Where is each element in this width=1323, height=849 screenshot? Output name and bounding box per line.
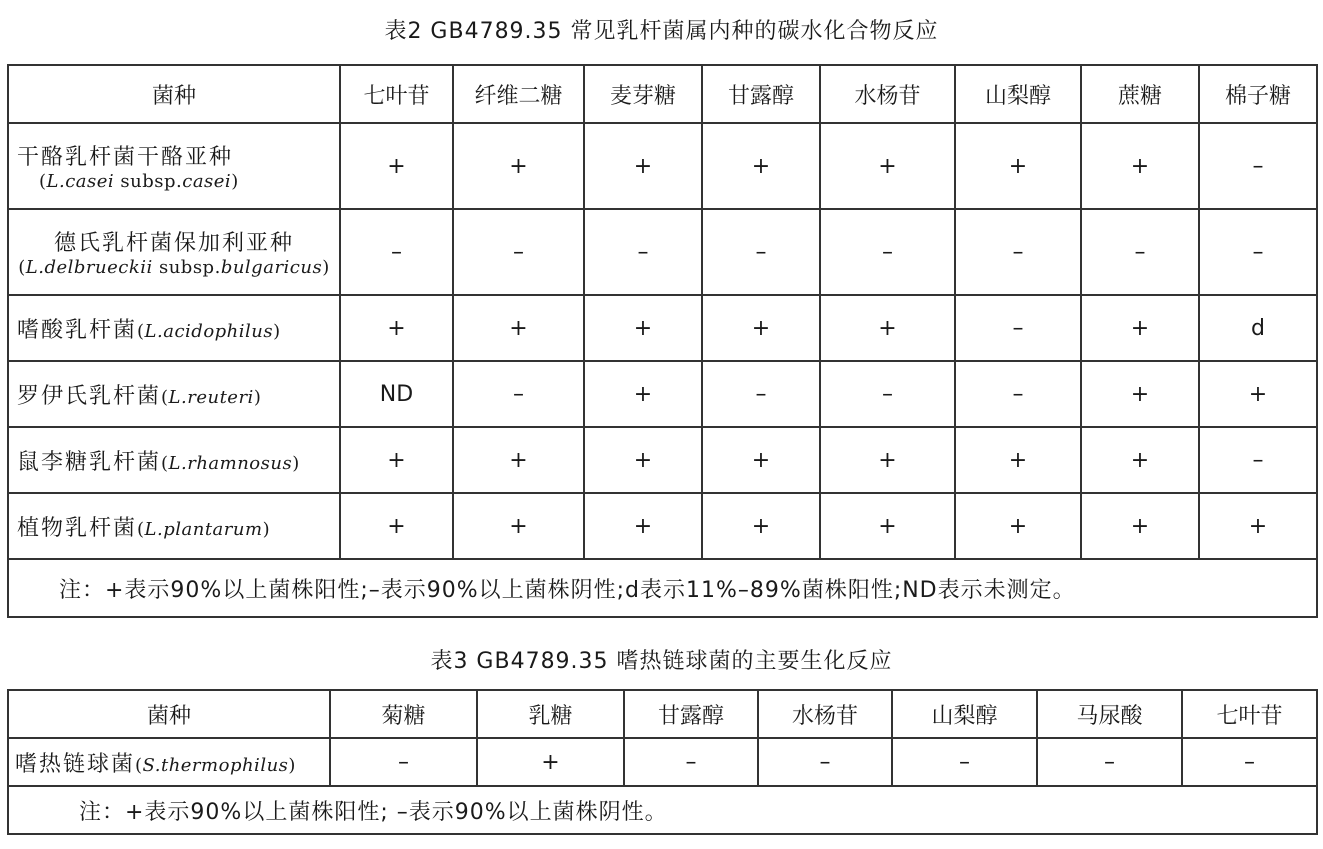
value-cell: + [702, 427, 820, 493]
species-cell [8, 295, 340, 361]
column-header: 山梨醇 [955, 65, 1081, 123]
value-cell: + [1081, 123, 1199, 209]
value-cell: – [584, 209, 702, 295]
value-cell: + [584, 295, 702, 361]
value-cell: – [1182, 738, 1317, 786]
species-name-cn: 嗜热链球菌 [15, 751, 136, 777]
value-cell: – [1199, 209, 1317, 295]
value-cell: – [955, 295, 1081, 361]
carbohydrate-reaction-table [7, 64, 1318, 618]
column-header: 棉子糖 [1199, 65, 1317, 123]
value-cell: + [340, 427, 453, 493]
column-header: 甘露醇 [624, 690, 758, 738]
species-cell [8, 738, 330, 786]
value-cell: – [892, 738, 1037, 786]
value-cell: + [453, 493, 584, 559]
species-name-sci: (L.acidophilus) [137, 320, 281, 342]
value-cell: – [453, 209, 584, 295]
table-row [8, 427, 1317, 493]
value-cell: – [758, 738, 892, 786]
value-cell: – [702, 209, 820, 295]
column-header: 菌种 [8, 690, 330, 738]
value-cell: + [820, 493, 955, 559]
column-header: 山梨醇 [892, 690, 1037, 738]
species-name-cn: 罗伊氏乳杆菌 [17, 383, 162, 409]
value-cell: + [955, 427, 1081, 493]
value-cell: + [584, 361, 702, 427]
value-cell: + [955, 493, 1081, 559]
value-cell: + [584, 493, 702, 559]
table-row [8, 209, 1317, 295]
table-row [8, 123, 1317, 209]
value-cell: – [955, 361, 1081, 427]
value-cell: d [1199, 295, 1317, 361]
value-cell: + [702, 295, 820, 361]
value-cell: + [1081, 361, 1199, 427]
value-cell: + [820, 123, 955, 209]
value-cell: + [820, 427, 955, 493]
column-header: 甘露醇 [702, 65, 820, 123]
value-cell: + [955, 123, 1081, 209]
species-name-cn: 嗜酸乳杆菌 [17, 317, 138, 343]
value-cell: – [1199, 427, 1317, 493]
table-row [8, 361, 1317, 427]
column-header: 菌种 [8, 65, 340, 123]
value-cell: + [453, 295, 584, 361]
table-header-row [8, 65, 1317, 123]
species-name-sci: (L.casei subsp.casei) [39, 170, 239, 192]
species-name-sci: (L.reuteri) [161, 386, 262, 408]
value-cell: – [1081, 209, 1199, 295]
species-name-sci: (S.thermophilus) [135, 754, 296, 776]
value-cell: – [1037, 738, 1182, 786]
value-cell: + [340, 295, 453, 361]
table-note-row [8, 786, 1317, 834]
value-cell: – [330, 738, 477, 786]
value-cell: – [820, 209, 955, 295]
column-header: 菊糖 [330, 690, 477, 738]
species-name-sci: (L.plantarum) [137, 518, 271, 540]
value-cell: + [702, 493, 820, 559]
value-cell: – [624, 738, 758, 786]
table-note-row [8, 559, 1317, 617]
column-header: 蔗糖 [1081, 65, 1199, 123]
biochemical-reaction-table [7, 689, 1318, 835]
table-row [8, 295, 1317, 361]
value-cell: + [1081, 295, 1199, 361]
column-header: 纤维二糖 [453, 65, 584, 123]
value-cell: ND [340, 361, 453, 427]
species-cell [8, 493, 340, 559]
value-cell: – [340, 209, 453, 295]
value-cell: – [453, 361, 584, 427]
species-cell [8, 427, 340, 493]
column-header: 马尿酸 [1037, 690, 1182, 738]
value-cell: + [453, 427, 584, 493]
species-name-cn: 鼠李糖乳杆菌 [17, 449, 162, 475]
value-cell: – [955, 209, 1081, 295]
value-cell: + [584, 123, 702, 209]
column-header: 乳糖 [477, 690, 624, 738]
table-note: 注：+表示90%以上菌株阳性; –表示90%以上菌株阴性。 [8, 786, 1317, 834]
value-cell: + [340, 493, 453, 559]
species-name-cn: 德氏乳杆菌保加利亚种 [53, 230, 294, 256]
table-caption: 表3 GB4789.35 嗜热链球菌的主要生化反应 [430, 649, 893, 674]
value-cell: + [477, 738, 624, 786]
species-cell [8, 209, 340, 295]
column-header: 七叶苷 [1182, 690, 1317, 738]
table-note: 注：+表示90%以上菌株阳性;–表示90%以上菌株阴性;d表示11%–89%菌株阳性;ND表示未测定。 [8, 559, 1317, 617]
species-name-cn: 植物乳杆菌 [17, 515, 138, 541]
value-cell: + [340, 123, 453, 209]
table-caption: 表2 GB4789.35 常见乳杆菌属内种的碳水化合物反应 [384, 19, 939, 44]
column-header: 麦芽糖 [584, 65, 702, 123]
value-cell: + [1199, 493, 1317, 559]
value-cell: – [820, 361, 955, 427]
table-row [8, 493, 1317, 559]
value-cell: + [702, 123, 820, 209]
value-cell: + [453, 123, 584, 209]
value-cell: – [1199, 123, 1317, 209]
value-cell: + [1081, 493, 1199, 559]
value-cell: + [1199, 361, 1317, 427]
species-cell [8, 361, 340, 427]
value-cell: + [820, 295, 955, 361]
column-header: 七叶苷 [340, 65, 453, 123]
value-cell: – [702, 361, 820, 427]
species-cell [8, 123, 340, 209]
table-row [8, 738, 1317, 786]
column-header: 水杨苷 [820, 65, 955, 123]
species-name-sci: (L.delbrueckii subsp.bulgaricus) [18, 256, 330, 278]
species-name-cn: 干酪乳杆菌干酪亚种 [17, 144, 234, 170]
value-cell: + [584, 427, 702, 493]
column-header: 水杨苷 [758, 690, 892, 738]
species-name-sci: (L.rhamnosus) [161, 452, 300, 474]
value-cell: + [1081, 427, 1199, 493]
table-header-row [8, 690, 1317, 738]
